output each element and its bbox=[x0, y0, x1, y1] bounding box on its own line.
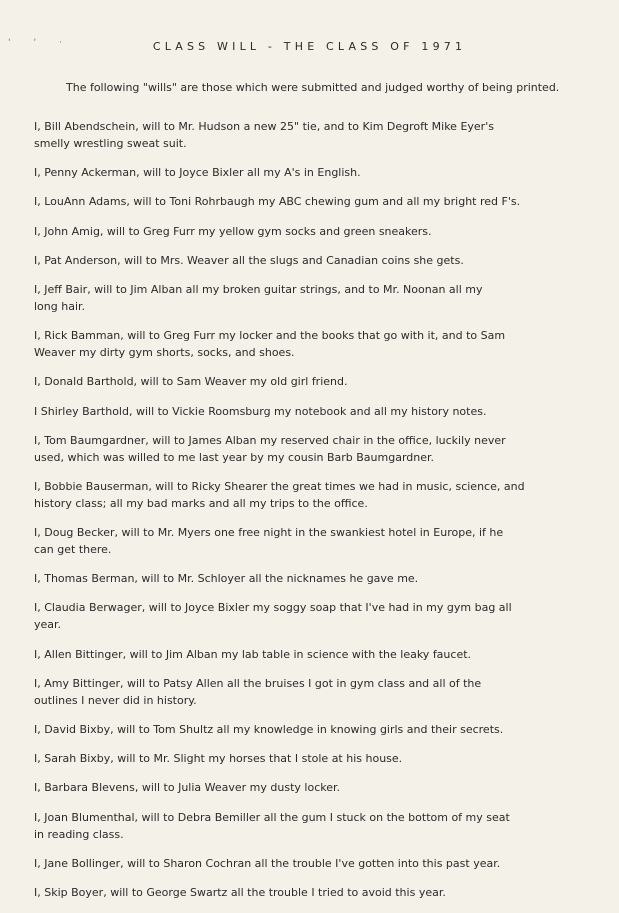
will-entry: I, Jeff Bair, will to Jim Alban all my broken guitar strings, and to Mr. Noonan all my long hair. bbox=[34, 282, 483, 313]
corner-marks: ' ‘ · bbox=[8, 38, 72, 48]
will-entry: I, Barbara Blevens, will to Julia Weaver my dusty locker. bbox=[34, 781, 340, 795]
page-title: CLASS WILL - THE CLASS OF 1971 bbox=[152, 40, 467, 53]
will-entry: I, Doug Becker, will to Mr. Myers one free night in the swankiest hotel in Europe, if he can get there. bbox=[34, 526, 504, 557]
will-entry: I, Bobbie Bauserman, will to Ricky Shearer the great times we had in music, science, and history class; all my bad marks and all my trips to the office. bbox=[34, 479, 525, 510]
will-entry: I, Penny Ackerman, will to Joyce Bixler all my A's in English. bbox=[34, 166, 361, 180]
will-entry: I, Amy Bittinger, will to Patsy Allen all the bruises I got in gym class and all of the outlines I never did in history. bbox=[34, 676, 482, 707]
will-entry: I, Donald Barthold, will to Sam Weaver my old girl friend. bbox=[34, 375, 348, 389]
will-entries bbox=[34, 118, 594, 913]
will-entry: I, John Amig, will to Greg Furr my yellow gym socks and green sneakers. bbox=[34, 224, 432, 238]
will-entry: I, David Bixby, will to Tom Shultz all my knowledge in knowing girls and their secrets. bbox=[34, 723, 504, 736]
will-entry: I, Joan Blumenthal, will to Debra Bemiller all the gum I stuck on the bottom of my seat in reading class. bbox=[34, 810, 510, 841]
will-entry: I Shirley Barthold, will to Vickie Roomsburg my notebook and all my history notes. bbox=[34, 404, 487, 418]
will-entry: I, Rick Bamman, will to Greg Furr my locker and the books that go with it, and to Sam Weaver my dirty gym shorts, socks, and shoes. bbox=[34, 329, 506, 360]
will-entry: I, Bill Abendschein, will to Mr. Hudson a new 25" tie, and to Kim Degroft Mike Eyer's smelly wrestling sweat suit. bbox=[34, 120, 494, 150]
will-entry: I, LouAnn Adams, will to Toni Rohrbaugh my ABC chewing gum and all my bright red F's. bbox=[34, 195, 521, 209]
will-entry: I, Tom Baumgardner, will to James Alban my reserved chair in the office, luckily never used, which was willed to me last year by my cousin Barb Baumgardner. bbox=[34, 433, 506, 464]
will-entry: I, Claudia Berwager, will to Joyce Bixler my soggy soap that I've had in my gym bag all year. bbox=[34, 601, 512, 632]
will-entry: I, Allen Bittinger, will to Jim Alban my lab table in science with the leaky faucet. bbox=[34, 647, 472, 661]
will-entry: I, Pat Anderson, will to Mrs. Weaver all the slugs and Canadian coins she gets. bbox=[34, 253, 464, 267]
will-entry: I, Sarah Bixby, will to Mr. Slight my horses that I stole at his house. bbox=[34, 752, 403, 766]
will-entry: I, Jane Bollinger, will to Sharon Cochran all the trouble I've gotten into this past year. bbox=[34, 856, 501, 870]
will-entry: I, Thomas Berman, will to Mr. Schloyer all the nicknames he gave me. bbox=[34, 572, 419, 586]
will-entry: I, Skip Boyer, will to George Swartz all the trouble I tried to avoid this year. bbox=[34, 885, 446, 899]
intro-paragraph bbox=[34, 79, 594, 96]
intro-text: The following "wills" are those which were submitted and judged worthy of being printed. bbox=[66, 81, 560, 94]
